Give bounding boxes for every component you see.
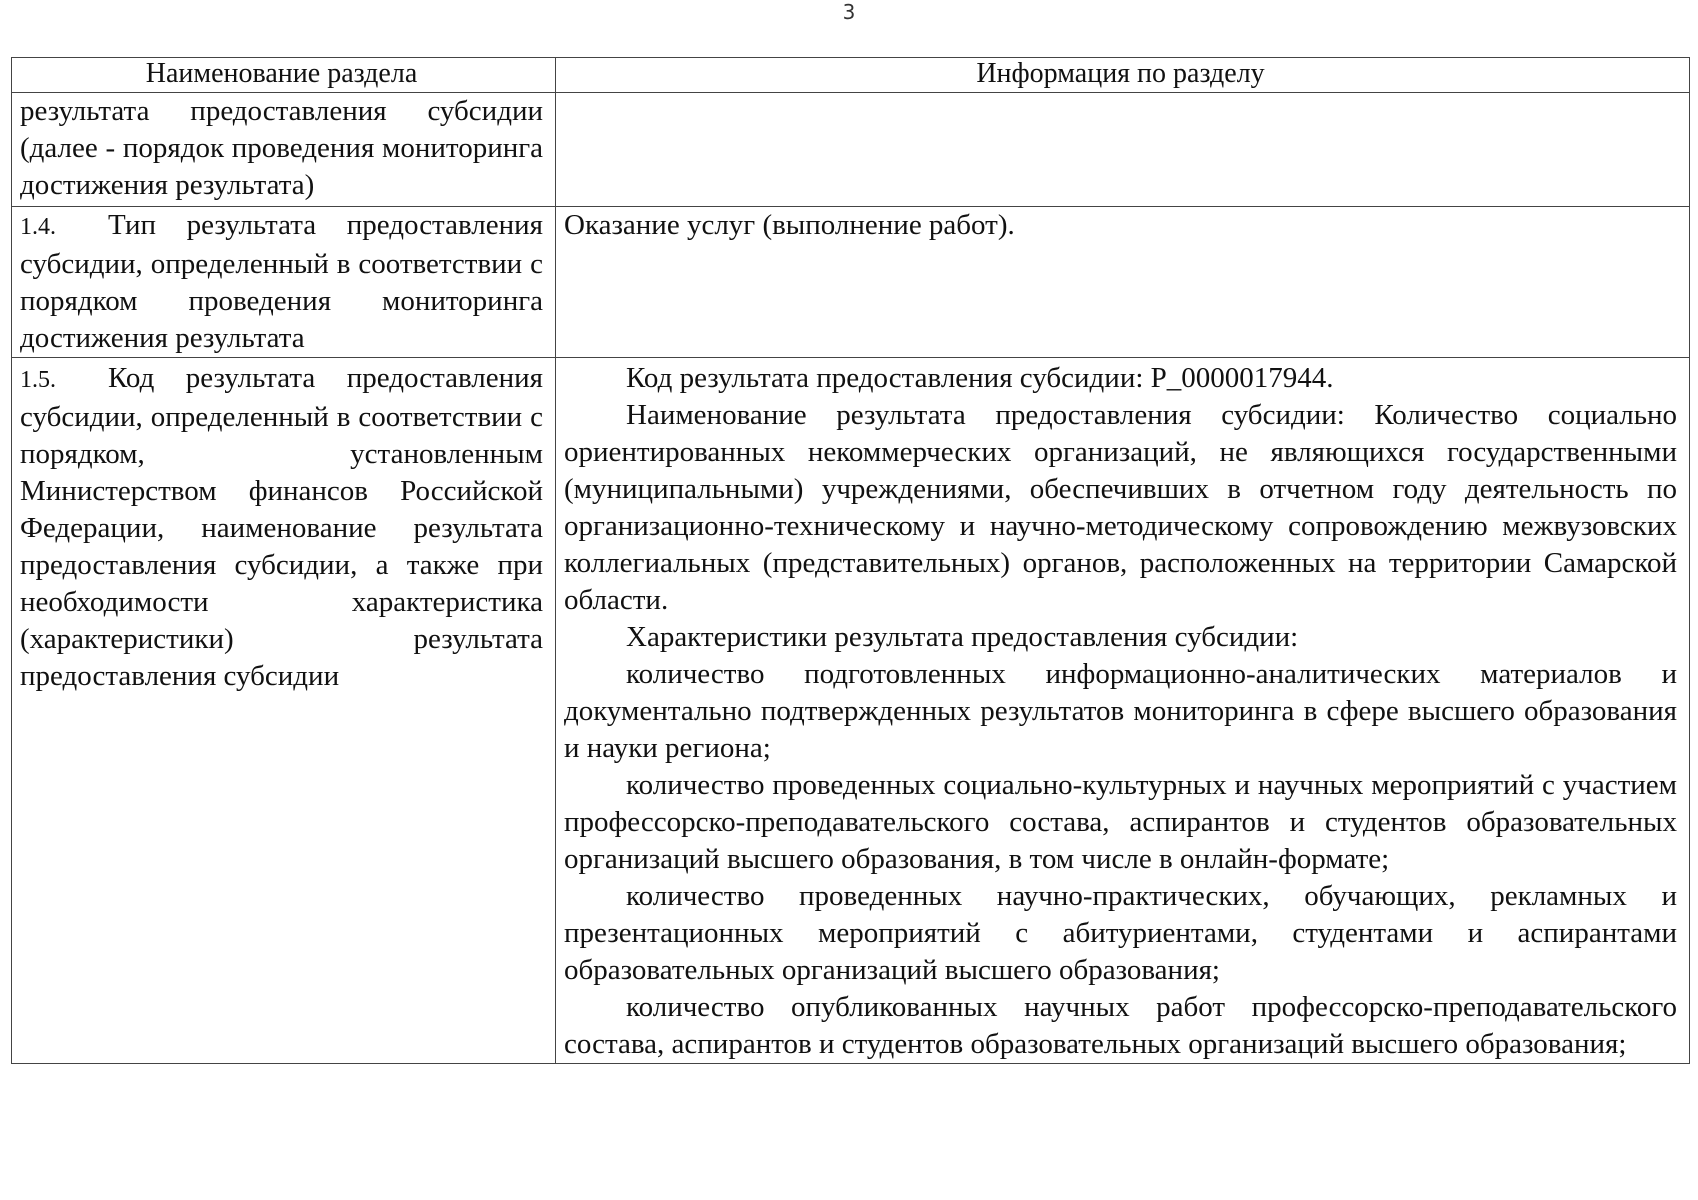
section-number: 1.5. [20, 367, 56, 393]
characteristic-item: количество проведенных научно-практических, обучающих, рекламных и презентационных мероприятий с абитуриентами, студентами и аспирантами образовательных организаций высшего образования; [564, 880, 1677, 986]
section-number: 1.4. [20, 214, 56, 240]
result-name-paragraph: Наименование результата предоставления субсидии: Количество социально ориентированных некоммерческих организаций, не являющихся государственными (муниципальными) учреждениями, обеспечивших в отчетном году деятельность по организационно-техническому и научно-методическому сопровождению межвузовских коллегиальных (представительных) органов, расположенных на территории Самарской области. [564, 399, 1677, 616]
characteristic-item: количество проведенных социально-культурных и научных мероприятий с участием профессорско-преподавательского состава, аспирантов и студентов образовательных организаций высшего образования, в том числе в онлайн-формате; [564, 769, 1677, 875]
section-info-cell [556, 93, 1690, 207]
header-section-name: Наименование раздела [12, 58, 556, 93]
section-info-table [11, 57, 1690, 1064]
table-header-row [12, 58, 1690, 93]
table-row [12, 358, 1690, 1064]
header-section-info: Информация по разделу [556, 58, 1690, 93]
section-name-text: результата предоставления субсидии (далее - порядок проведения мониторинга достижения результата) [20, 95, 543, 201]
section-name-text: Тип результата предоставления субсидии, определенный в соответствии с порядком проведения мониторинга достижения результата [20, 209, 543, 354]
section-info-cell [556, 358, 1690, 1064]
table-row [12, 93, 1690, 207]
section-name-cell [12, 93, 556, 207]
info-paragraph: Оказание услуг (выполнение работ). [564, 209, 1015, 241]
section-name-text: Код результата предоставления субсидии, определенный в соответствии с порядком, установленным Министерством финансов Российской Федерации, наименование результата предоставления субсидии, а также при необходимости характеристика (характеристики) результата предоставления субсидии [20, 362, 543, 692]
table-row [12, 207, 1690, 358]
result-code-paragraph: Код результата предоставления субсидии: P_0000017944. [626, 362, 1334, 394]
characteristic-item: количество подготовленных информационно-аналитических материалов и документально подтвержденных результатов мониторинга в сфере высшего образования и науки региона; [564, 658, 1677, 764]
section-name-cell [12, 358, 556, 1064]
section-name-cell [12, 207, 556, 358]
page-number: 3 [842, 0, 856, 24]
characteristic-item: количество опубликованных научных работ профессорско-преподавательского состава, аспирантов и студентов образовательных организаций высшего образования; [564, 991, 1677, 1060]
section-info-cell [556, 207, 1690, 358]
characteristics-heading: Характеристики результата предоставления субсидии: [626, 621, 1299, 653]
